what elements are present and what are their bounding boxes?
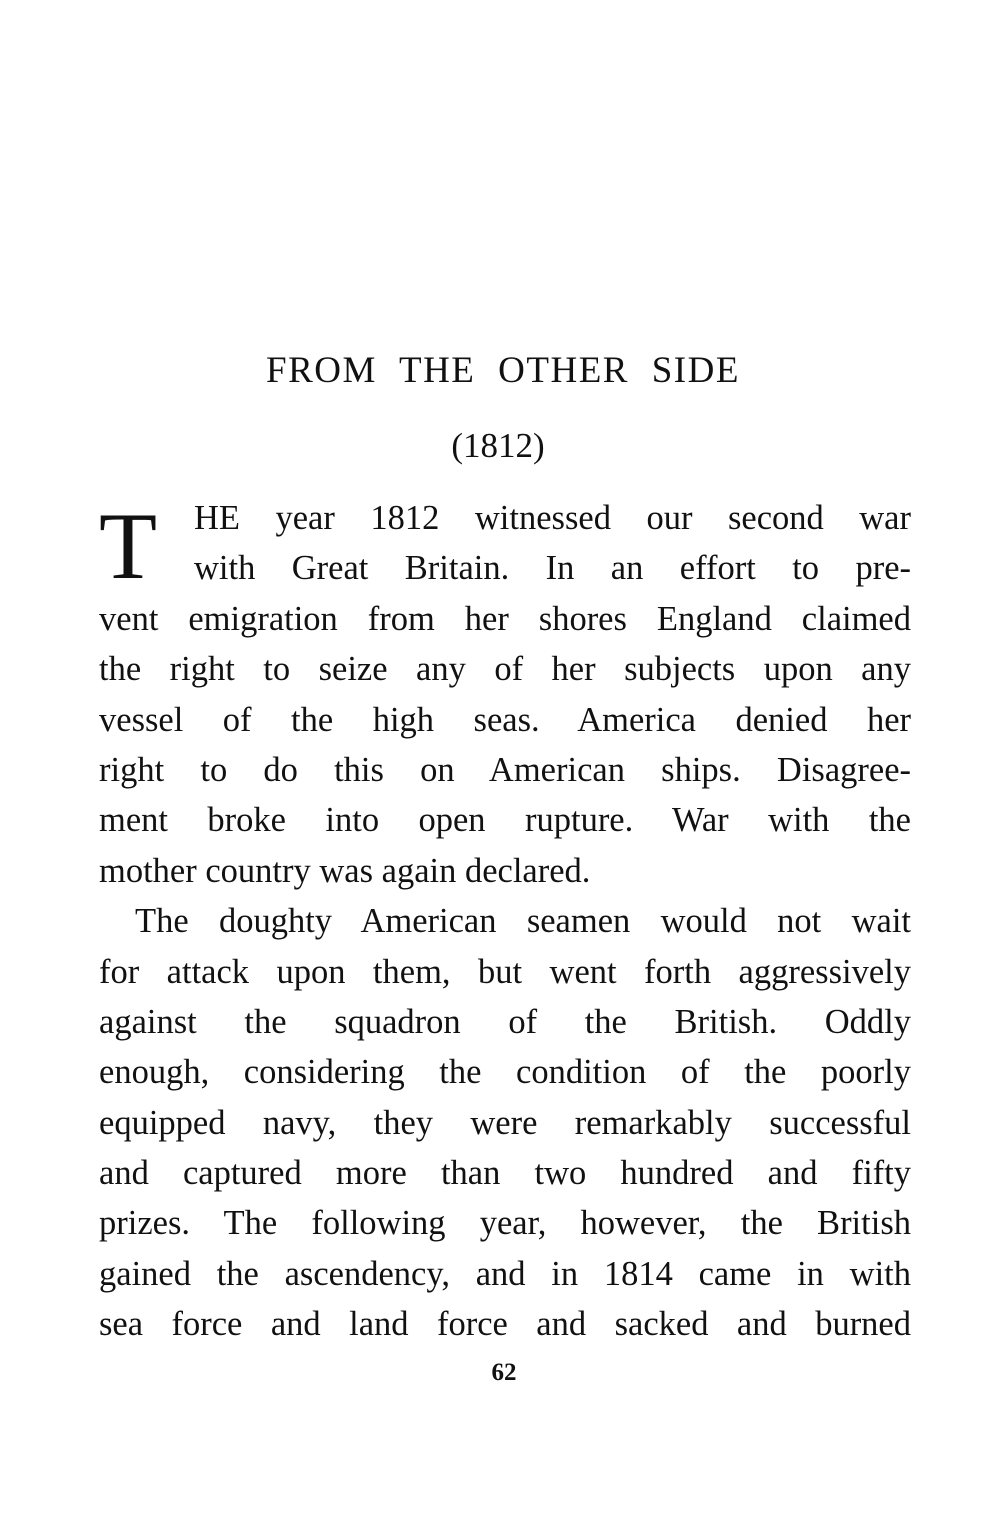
page-number: 62 xyxy=(491,1359,517,1386)
text-line: prizes. The following year, however, the British xyxy=(99,1204,911,1243)
text-line: the right to seize any of her subjects upon any xyxy=(99,650,911,689)
text-line: and captured more than two hundred and fifty xyxy=(99,1154,911,1193)
text-line: equipped navy, they were remarkably successful xyxy=(99,1103,911,1142)
text-line: right to do this on American ships. Disagree- xyxy=(99,750,911,789)
text-line: gained the ascendency, and in 1814 came in with xyxy=(99,1254,911,1293)
text-line: sea force and land force and sacked and burned xyxy=(99,1305,911,1344)
paragraph-1 xyxy=(99,493,911,896)
paragraph-2 xyxy=(99,896,911,1350)
chapter-title: FROM THE OTHER SIDE xyxy=(266,350,740,391)
text-line: vessel of the high seas. America denied her xyxy=(99,700,911,739)
text-line: enough, considering the condition of the poorly xyxy=(99,1053,911,1092)
text-line: mother country was again declared. xyxy=(99,851,591,890)
text-line: The doughty American seamen would not wait xyxy=(135,902,911,941)
text-line: against the squadron of the British. Oddly xyxy=(99,1002,911,1041)
text-line: ment broke into open rupture. War with the xyxy=(99,801,911,840)
body-text xyxy=(99,493,911,1350)
text-line: with Great Britain. In an effort to pre- xyxy=(194,549,911,588)
text-line: for attack upon them, but went forth aggressively xyxy=(99,952,911,991)
text-line: vent emigration from her shores England claimed xyxy=(99,599,911,638)
text-line: HE year 1812 witnessed our second war xyxy=(194,499,911,537)
drop-cap: T xyxy=(99,493,158,599)
chapter-year: (1812) xyxy=(451,426,545,465)
